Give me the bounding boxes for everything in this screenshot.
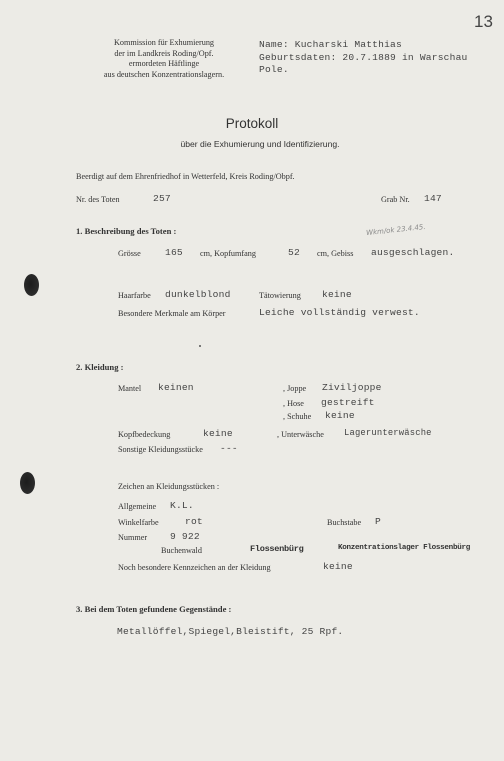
head-unit-label: cm, Gebiss [317,249,354,258]
body-marks-value: Leiche vollständig verwest. [259,307,420,318]
general-mark-value: K.L. [170,500,194,511]
commission-block [78,38,250,80]
angle-color-label: Winkelfarbe [118,518,159,527]
clothing-marks-heading: Zeichen an Kleidungsstücken : [118,482,220,491]
camp-buchenwald: Buchenwald [161,546,202,555]
underwear-label: , Unterwäsche [277,430,324,439]
underwear-value: Lagerunterwäsche [344,428,432,438]
size-unit-label: cm, Kopfumfang [200,249,256,258]
page-number: 13 [474,12,493,31]
pencil-note: Wkm/ok 23.4.45. [365,222,426,238]
stray-mark [199,345,201,347]
other-marks-value: keine [323,561,353,572]
section-1-heading: 1. Beschreibung des Toten : [76,226,177,236]
letter-value: P [375,516,381,527]
coat-value: keinen [158,382,194,393]
grave-number-value: 147 [424,193,442,204]
other-clothing-label: Sonstige Kleidungsstücke [118,445,203,454]
struck-camp-2: Konzentrationslager Flossenbürg [338,544,470,552]
jacket-value: Ziviljoppe [322,382,382,393]
hair-label: Haarfarbe [118,291,151,300]
commission-line-3: ermordeten Häftlinge [128,59,200,69]
general-mark-label: Allgemeine [118,502,157,511]
size-value: 165 [165,247,183,258]
person-nationality: Pole. [259,64,289,76]
number-label: Nummer [118,533,148,542]
tattoo-label: Tätowierung [259,291,301,300]
other-marks-label: Noch besondere Kennzeichen an der Kleidung [118,563,271,572]
number-value: 9 922 [170,531,200,542]
commission-line-1: Kommission für Exhumierung [113,38,215,47]
shoes-label: , Schuhe [283,412,312,421]
burial-text: Beerdigt auf dem Ehrenfriedhof in Wetterfeld, Kreis Roding/Obpf. [76,172,295,181]
person-block [259,39,468,77]
page-title: Protokoll [225,116,279,131]
letter-label: Buchstabe [327,518,362,527]
punch-hole-top [24,274,39,296]
dead-number-value: 257 [153,193,171,204]
headwear-label: Kopfbedeckung [118,430,171,439]
tattoo-value: keine [322,289,352,300]
coat-label: Mantel [118,384,142,393]
punch-hole-bottom [20,472,35,494]
struck-camp-1: Flossenbürg [250,544,304,554]
headwear-value: keine [203,428,233,439]
dead-number-label: Nr. des Toten [76,195,120,204]
trousers-value: gestreift [321,397,375,408]
teeth-value: ausgeschlagen. [371,247,455,258]
grave-number-label: Grab Nr. [381,195,410,204]
commission-line-4: aus deutschen Konzentrationslagern. [103,69,225,79]
hair-value: dunkelblond [165,289,231,300]
body-marks-label: Besondere Merkmale am Körper [118,309,226,318]
section-3-heading: 3. Bei dem Toten gefundene Gegenstände : [76,604,232,614]
other-clothing-value: --- [220,443,238,454]
person-name: Name: Kucharski Matthias [259,39,402,50]
commission-line-2: der im Landkreis Roding/Opf. [114,48,214,58]
shoes-value: keine [325,410,355,421]
page-subtitle: über die Exhumierung und Identifizierung. [180,139,340,149]
head-circumference-value: 52 [288,247,300,258]
size-label: Grösse [118,249,141,258]
angle-color-value: rot [185,516,203,527]
trousers-label: , Hose [283,399,304,408]
jacket-label: , Joppe [283,384,307,393]
person-birth: Geburtsdaten: 20.7.1889 in Warschau [259,51,468,63]
found-items-value: Metallöffel,Spiegel,Bleistift, 25 Rpf. [117,626,344,637]
section-2-heading: 2. Kleidung : [76,362,124,372]
